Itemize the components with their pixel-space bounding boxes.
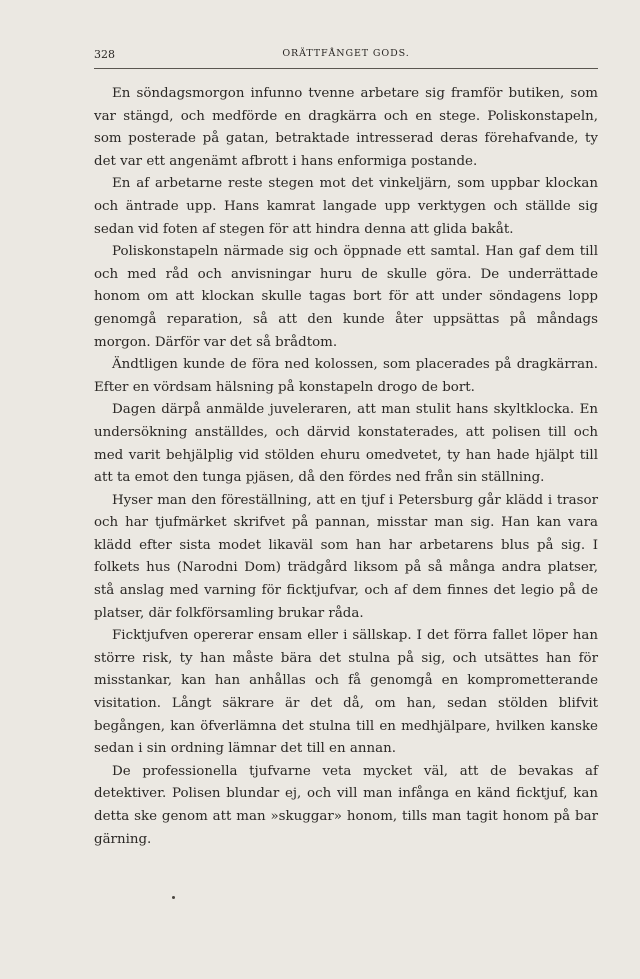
paragraph: Ficktjufven opererar ensam eller i sällskap. I det förra fallet löper han större risk, ty han måste bära det stulna på sig, och utsättes han för misstankar, kan han anhållas och få genomgå en komprometterande visitation. Långt säkrare är det då, om han, sedan stölden blifvit begången, kan öfverlämna det stulna till en medhjälpare, hvilken kanske sedan i sin ordning lämnar det till en annan.: [94, 628, 598, 757]
paragraph: De professionella tjufvarne veta mycket väl, att de bevakas af detektiver. Polisen blundar ej, och vill man infånga en känd ficktjuf, kan detta ske genom att man »skuggar» honom, tills man tagit honom på bar gärning.: [94, 763, 598, 847]
paragraph: Dagen därpå anmälde juveleraren, att man stulit hans skyltklocka. En undersökning anställdes, och därvid konstaterades, att polisen till och med varit behjälplig vid stölden ehuru omedvetet, ty han hade hjälpt till att ta emot den tunga pjäsen, då den fördes ned från sin ställning.: [94, 402, 598, 486]
body-text: [94, 83, 598, 851]
paragraph: Ändtligen kunde de föra ned kolossen, som placerades på dragkärran. Efter en vördsam hälsning på konstapeln drogo de bort.: [94, 357, 598, 395]
paragraph: Hyser man den föreställning, att en tjuf i Petersburg går klädd i trasor och har tjufmärket skrifvet på pannan, misstar man sig. Han kan vara klädd efter sista modet likaväl som han har arbetarens blus på sig. I folkets hus (Narodni Dom) trädgård liksom på så många andra platser, stå anslag med varning för ficktjufvar, och af dem finnes det legio på de platser, där folkförsamling brukar råda.: [94, 492, 598, 621]
paragraph: En af arbetarne reste stegen mot det vinkeljärn, som uppbar klockan och äntrade upp. Hans kamrat langade upp verktygen och ställde sig sedan vid foten af stegen för att hindra denna att glida bakåt.: [94, 176, 598, 237]
page-number: 328: [94, 48, 115, 61]
paragraph: En söndagsmorgon infunno tvenne arbetare sig framför butiken, som var stängd, och medförde en dragkärra och en stege. Poliskonstapeln, som posterade på gatan, betraktade intresserad deras förehafvande, ty det var ett angenämt afbrott i hans enformiga postande.: [94, 86, 598, 169]
paragraph: Poliskonstapeln närmade sig och öppnade ett samtal. Han gaf dem till och med råd och anvisningar huru de skulle göra. De underrättade honom om att klockan skulle tagas bort för att under söndagens lopp genomgå reparation, så att den kunde åter uppsättas på måndags morgon. Därför var det så brådtom.: [94, 244, 598, 350]
page-header: [94, 48, 598, 66]
header-rule: [94, 68, 598, 69]
print-speck: [172, 896, 175, 899]
running-title: ORÄTTFÅNGET GODS.: [282, 48, 410, 59]
